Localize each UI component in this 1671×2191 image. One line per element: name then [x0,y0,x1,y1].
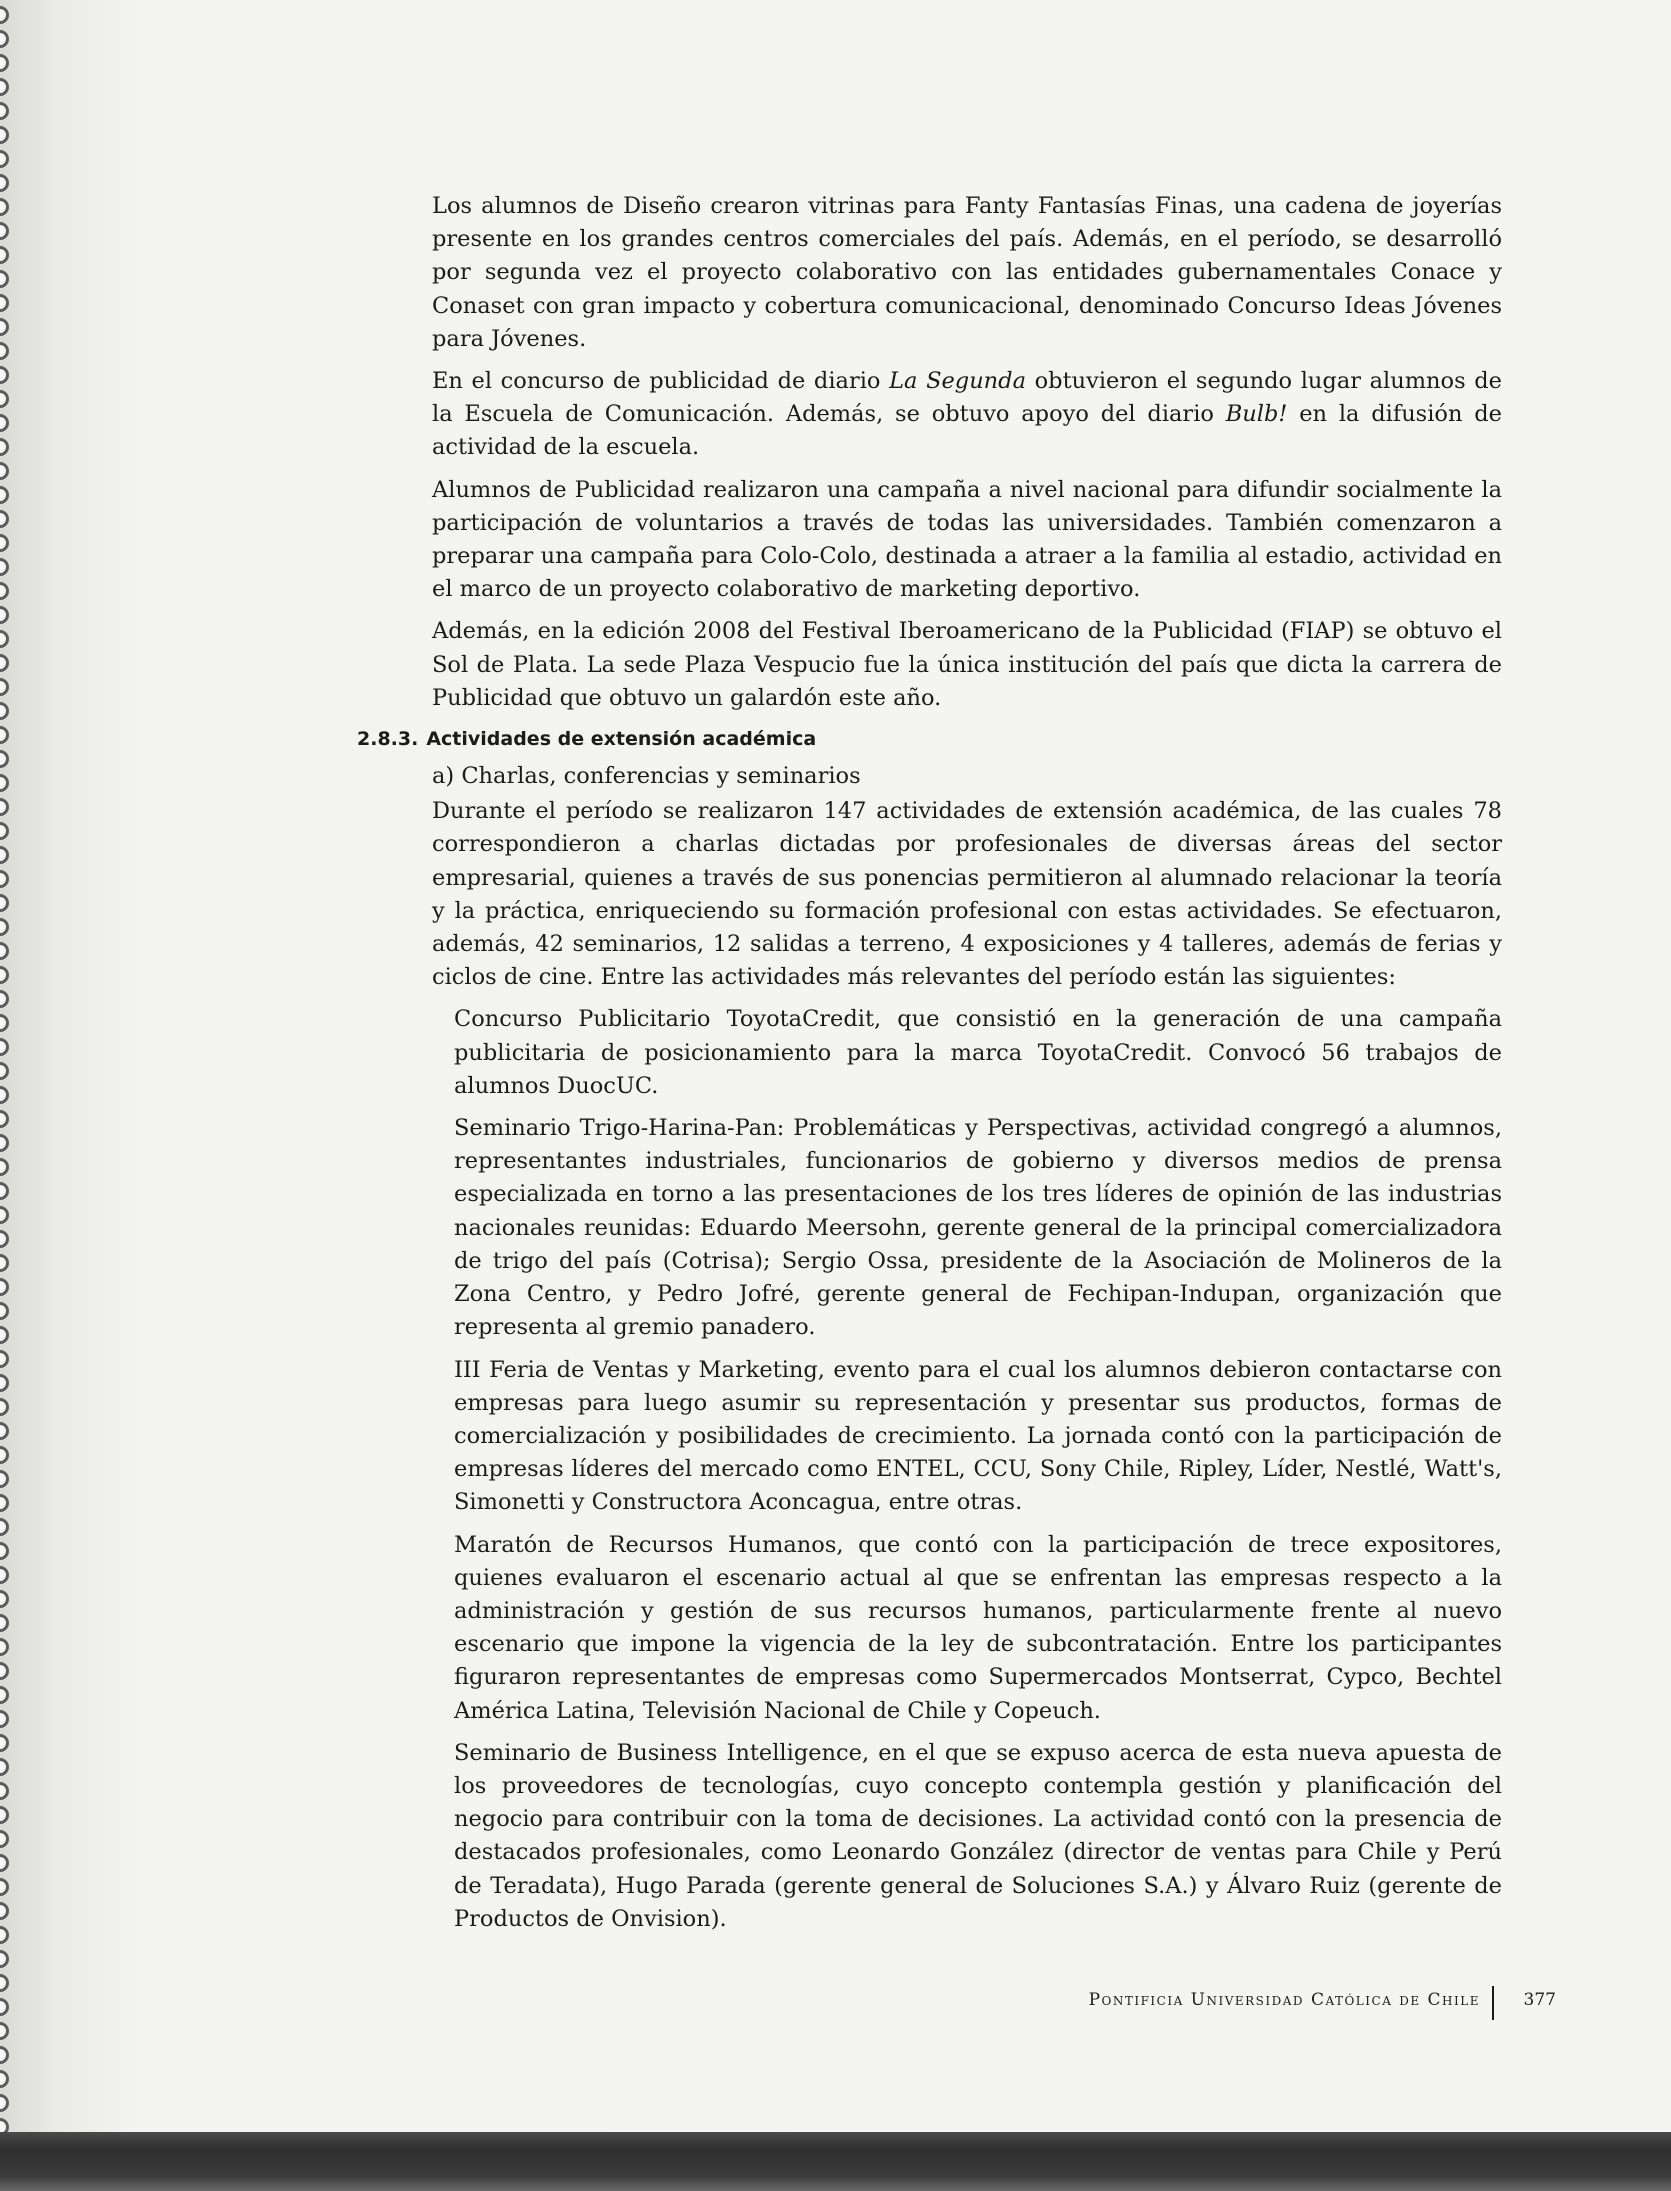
binding-ring [0,606,9,624]
activity-item: Seminario de Business Intelligence, en el que se expuso acerca de esta nueva apuesta de los proveedores de tecnologías, cuyo concepto contempla gestión y planificación del negocio para contribuir con la toma de decisiones. La actividad contó con la presencia de destacados profesionales, como Leonardo González (director de ventas para Chile y Perú de Teradata), Hugo Parada (gerente general de Soluciones S.A.) y Álvaro Ruiz (gerente de Productos de Onvision). [454,1739,1502,1932]
binding-ring [0,126,9,144]
footer-institution: Pontificia Universidad Católica de Chile [1088,1990,1480,2010]
binding-ring [0,822,9,840]
section-heading [357,724,1502,754]
binding-ring [0,726,9,744]
binding-ring [0,2046,9,2064]
binding-ring [0,534,9,552]
binding-ring [0,1182,9,1200]
binding-ring [0,1566,9,1584]
section-number: 2.8.3. [357,728,419,751]
binding-ring [0,966,9,984]
binding-ring [0,1206,9,1224]
binding-ring [0,1902,9,1920]
binding-ring [0,54,9,72]
binding-ring [0,318,9,336]
binding-ring [0,918,9,936]
spiral-binding [0,0,22,2191]
binding-ring [0,1710,9,1728]
binding-ring [0,150,9,168]
binding-ring [0,582,9,600]
binding-ring [0,1518,9,1536]
binding-ring [0,1086,9,1104]
binding-ring [0,1638,9,1656]
binding-ring [0,1278,9,1296]
binding-ring [0,1134,9,1152]
binding-ring [0,894,9,912]
binding-ring [0,750,9,768]
binding-ring [0,870,9,888]
binding-ring [0,1014,9,1032]
binding-ring [0,1422,9,1440]
binding-ring [0,246,9,264]
binding-ring [0,774,9,792]
binding-ring [0,1662,9,1680]
binding-ring [0,1470,9,1488]
binding-ring [0,222,9,240]
activity-item: Concurso Publicitario ToyotaCredit, que consistió en la generación de una campaña publicitaria de posicionamiento para la marca ToyotaCredit. Convocó 56 trabajos de alumnos DuocUC. [454,1006,1502,1099]
binding-ring [0,990,9,1008]
binding-ring [0,1302,9,1320]
binding-ring [0,390,9,408]
binding-ring [0,1974,9,1992]
binding-ring [0,654,9,672]
binding-ring [0,1614,9,1632]
paragraph-text: En el concurso de publicidad de diario [432,368,890,395]
binding-ring [0,1326,9,1344]
binding-ring [0,678,9,696]
binding-ring [0,2094,9,2112]
page-number: 377 [1523,1990,1556,2010]
newspaper-name: La Segunda [889,368,1026,395]
binding-ring [0,1686,9,1704]
binding-ring [0,1998,9,2016]
binding-ring [0,30,9,48]
binding-ring [0,630,9,648]
activity-item: Seminario Trigo-Harina-Pan: Problemáticas y Perspectivas, actividad congregó a alumnos, representantes industriales, funcionarios de gobierno y diversos medios de prensa especializada en torno a las presentaciones de los tres líderes de opinión de las industrias nacionales reunidas: Eduardo Meersohn, gerente general de la principal comercializadora de trigo del país (Cotrisa); Sergio Ossa, presidente de la Asociación de Molineros de la Zona Centro, y Pedro Jofré, gerente general de Fechipan-Indupan, organización que representa al gremio panadero. [454,1115,1502,1341]
paragraph-la-segunda [432,365,1502,465]
section-title: Actividades de extensión académica [426,728,817,751]
paragraph-fiap: Además, en la edición 2008 del Festival Iberoamericano de la Publicidad (FIAP) se obtuvo el Sol de Plata. La sede Plaza Vespucio fue la única institución del país que dicta la carrera de Publicidad que obtuvo un galardón este año. [432,618,1502,711]
binding-ring [0,1734,9,1752]
paragraph-text: obtuvieron el segundo lugar alumnos de la Escuela de Comunicación. Además, se obtuvo apoyo del diario [432,368,1502,428]
binding-ring [0,102,9,120]
binding-ring [0,558,9,576]
page-body [357,190,1502,1945]
binding-ring [0,1878,9,1896]
binding-ring [0,486,9,504]
binding-ring [0,1590,9,1608]
paragraph-diseno: Los alumnos de Diseño crearon vitrinas para Fanty Fantasías Finas, una cadena de joyerías presente en los grandes centros comerciales del país. Además, en el período, se desarrolló por segunda vez el proyecto colaborativo con las entidades gubernamentales Conace y Conaset con gran impacto y cobertura comunicacional, denominado Concurso Ideas Jóvenes para Jóvenes. [432,193,1502,352]
binding-ring [0,1782,9,1800]
paragraph-text: en la difusión de actividad de la escuela. [432,401,1502,461]
binding-ring [0,342,9,360]
paragraph-publicidad: Alumnos de Publicidad realizaron una campaña a nivel nacional para difundir socialmente la participación de voluntarios a través de todas las universidades. También comenzaron a preparar una campaña para Colo-Colo, destinada a atraer a la familia al estadio, actividad en el marco de un proyecto colaborativo de marketing deportivo. [432,476,1502,603]
binding-ring [0,1110,9,1128]
footer-divider [1492,1986,1494,2020]
binding-ring [0,510,9,528]
subsection-heading: a) Charlas, conferencias y seminarios [432,763,861,790]
activity-item: III Feria de Ventas y Marketing, evento para el cual los alumnos debieron contactarse con empresas para luego asumir su representación y presentar sus productos, formas de comercialización y posibilidades de crecimiento. La jornada contó con la participación de empresas líderes del mercado como ENTEL, CCU, Sony Chile, Ripley, Líder, Nestlé, Watt's, Simonetti y Constructora Aconcagua, entre otras. [454,1356,1502,1516]
binding-ring [0,366,9,384]
binding-ring [0,1398,9,1416]
binding-ring [0,174,9,192]
binding-ring [0,462,9,480]
binding-ring [0,1062,9,1080]
newspaper-name: Bulb! [1225,401,1288,428]
binding-ring [0,1374,9,1392]
binding-ring [0,1542,9,1560]
binding-ring [0,294,9,312]
binding-ring [0,6,9,24]
binding-ring [0,1230,9,1248]
binding-ring [0,2022,9,2040]
binding-ring [0,1950,9,1968]
binding-ring [0,702,9,720]
binding-ring [0,798,9,816]
binding-ring [0,1254,9,1272]
binding-ring [0,1350,9,1368]
binding-ring [0,1494,9,1512]
binding-ring [0,1758,9,1776]
binding-ring [0,942,9,960]
binding-ring [0,1926,9,1944]
binding-ring [0,1446,9,1464]
activity-item: Maratón de Recursos Humanos, que contó con la participación de trece expositores, quienes evaluaron el escenario actual al que se enfrentan las empresas respecto a la administración y gestión de sus recursos humanos, particularmente frente al nuevo escenario que impone la vigencia de la ley de subcontratación. Entre los participantes figuraron representantes de empresas como Supermercados Montserrat, Cypco, Bechtel América Latina, Televisión Nacional de Chile y Copeuch. [454,1531,1502,1724]
binding-ring [0,2070,9,2088]
page-footer [1040,1986,1580,2020]
binding-ring [0,1806,9,1824]
binding-ring [0,438,9,456]
paragraph-section-intro: Durante el período se realizaron 147 actividades de extensión académica, de las cuales 78 correspondieron a charlas dictadas por profesionales de diversas áreas del sector empresarial, quienes a través de sus ponencias permitieron al alumnado relacionar la teoría y la práctica, enriqueciendo su formación profesional con estas actividades. Se efectuaron, además, 42 seminarios, 12 salidas a terreno, 4 exposiciones y 4 talleres, además de ferias y ciclos de cine. Entre las actividades más relevantes del período están las siguientes: [432,798,1502,991]
binding-ring [0,78,9,96]
scan-shadow-band [0,2132,1671,2191]
binding-ring [0,414,9,432]
binding-ring [0,1830,9,1848]
binding-ring [0,270,9,288]
binding-ring [0,1038,9,1056]
binding-ring [0,1854,9,1872]
binding-ring [0,1158,9,1176]
binding-ring [0,198,9,216]
binding-ring [0,846,9,864]
